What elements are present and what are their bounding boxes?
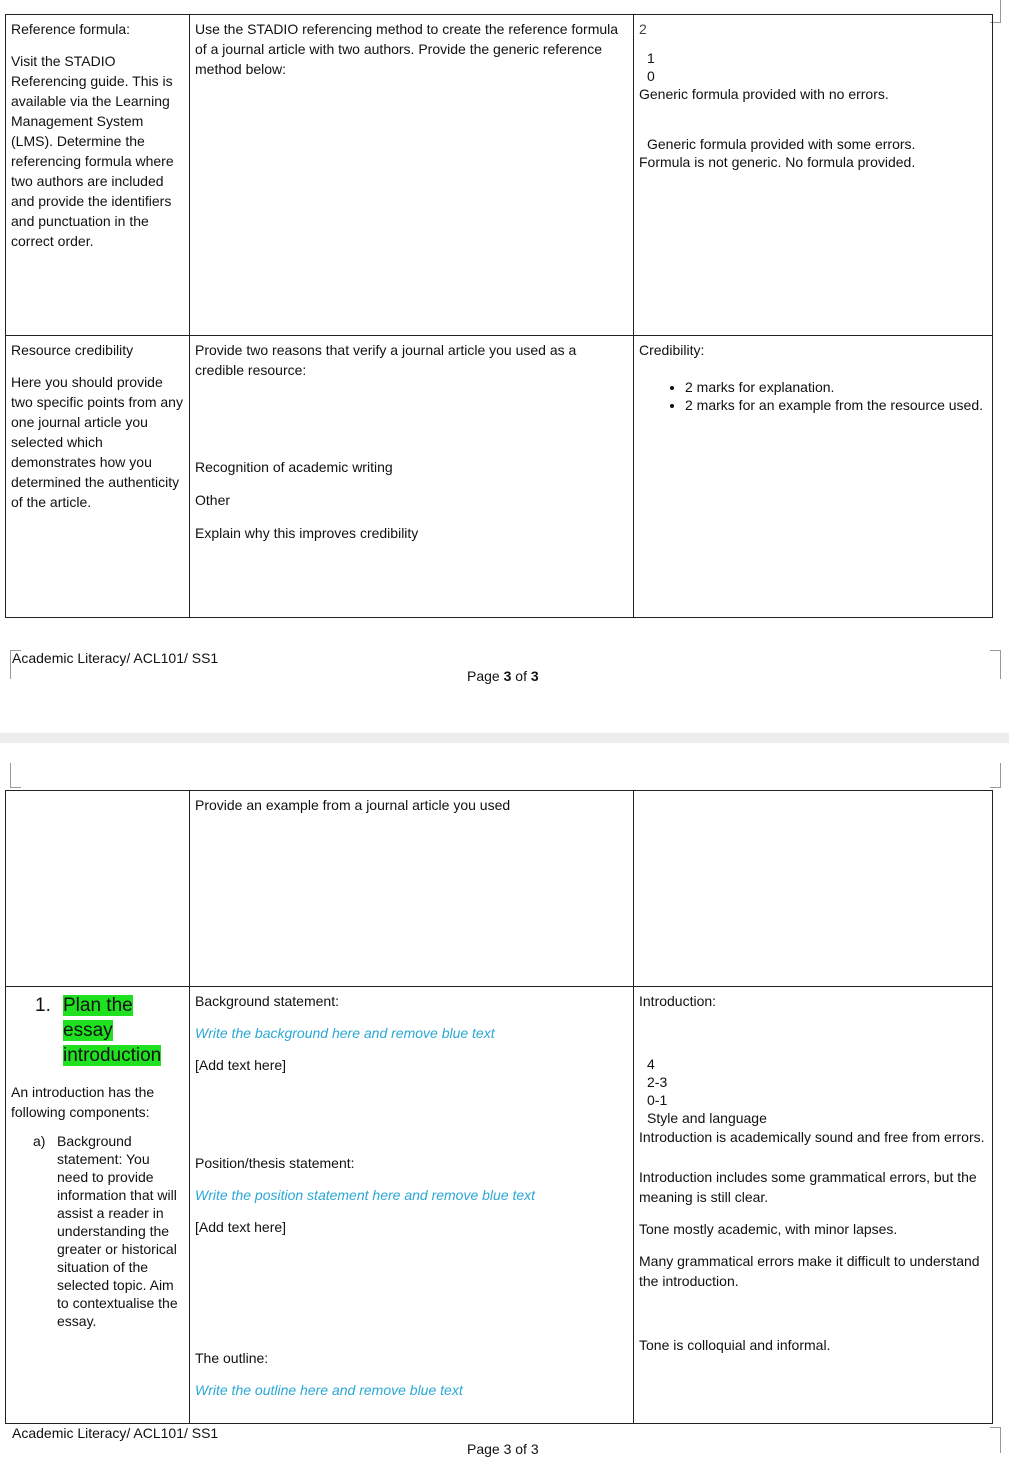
reference-formula-answer-cell[interactable] — [190, 15, 634, 336]
background-instruction[interactable]: Write the background here and remove blue text — [195, 1025, 495, 1041]
background-guidance-text: Background statement: You need to provide information that will assist a reader in understanding the greater or historical situation of the selected topic. Aim to contextualise the essay. — [57, 1133, 178, 1329]
credibility-item-academic-writing: Recognition of academic writing — [195, 459, 393, 475]
criteria-no-errors: Generic formula provided with no errors. — [639, 86, 889, 102]
resource-credibility-heading: Resource credibility — [11, 342, 134, 358]
score-2: 2 — [639, 21, 647, 37]
section-number: 1. — [35, 995, 51, 1016]
credibility-item-other: Other — [195, 492, 231, 508]
crop-mark — [10, 763, 21, 788]
background-placeholder[interactable]: [Add text here] — [195, 1057, 287, 1073]
table-row — [6, 336, 993, 618]
resource-credibility-cell — [6, 336, 190, 618]
journal-example-prompt: Provide an example from a journal article you used — [195, 797, 511, 813]
position-instruction[interactable]: Write the position statement here and remove blue text — [195, 1187, 536, 1203]
outline-heading: The outline: — [195, 1350, 269, 1366]
credibility-criteria-list — [639, 378, 987, 414]
criteria-many-errors: Many grammatical errors make it difficult to understand the introduction. — [639, 1253, 980, 1289]
reference-formula-heading: Reference formula: — [11, 21, 131, 37]
plan-introduction-cell — [6, 987, 190, 1424]
credibility-prompt: Provide two reasons that verify a journal article you used as a credible resource: — [195, 342, 577, 378]
criteria-sound: Introduction is academically sound and free from errors. — [639, 1129, 985, 1145]
rubric-table-page-2 — [5, 790, 993, 1424]
reference-formula-rubric-cell — [634, 15, 993, 336]
criteria-some-errors: Generic formula provided with some errors. — [647, 136, 916, 152]
criteria-tone-mostly-academic: Tone mostly academic, with minor lapses. — [639, 1221, 898, 1237]
score-0-1: 0-1 — [647, 1092, 668, 1108]
criteria-some-errors: Introduction includes some grammatical errors, but the meaning is still clear. — [639, 1169, 977, 1205]
reference-formula-instructions: Visit the STADIO Referencing guide. This is available via the Learning Management System (LMS). Determine the referencing formula where two authors are included and provide the identifiers and punctuation in the correct order. — [11, 53, 174, 249]
page-label: Page — [467, 668, 504, 684]
plan-introduction-heading — [11, 993, 184, 1068]
page-footer: Academic Literacy/ ACL101/ SS1 — [12, 1425, 219, 1441]
journal-example-cell[interactable] — [190, 791, 634, 987]
introduction-rubric-heading: Introduction: — [639, 993, 717, 1009]
table-row — [6, 15, 993, 336]
document-page-2 — [0, 743, 1009, 1457]
page-total: 3 — [530, 668, 539, 684]
page-number — [467, 668, 539, 684]
page-separator — [0, 733, 1009, 743]
introduction-answer-cell[interactable] — [190, 987, 634, 1424]
credibility-heading: Credibility: — [639, 342, 705, 358]
credibility-item-explain: Explain why this improves credibility — [195, 525, 419, 541]
score-2-3: 2-3 — [647, 1074, 668, 1090]
outline-instruction[interactable]: Write the outline here and remove blue text — [195, 1382, 463, 1398]
score-4: 4 — [647, 1056, 655, 1072]
introduction-rubric-cell — [634, 987, 993, 1424]
style-language-heading: Style and language — [647, 1110, 767, 1126]
list-label: a) — [33, 1133, 46, 1149]
page-label-of: of — [511, 668, 531, 684]
section-title: Plan the essay introduction — [63, 995, 162, 1066]
crop-mark — [990, 763, 1001, 788]
position-placeholder[interactable]: [Add text here] — [195, 1219, 287, 1235]
background-statement-guidance — [11, 1132, 184, 1330]
position-heading: Position/thesis statement: — [195, 1155, 355, 1171]
page-footer: Academic Literacy/ ACL101/ SS1 — [12, 650, 219, 666]
introduction-components-text: An introduction has the following components: — [11, 1084, 155, 1120]
score-0: 0 — [647, 68, 655, 84]
table-row — [6, 791, 993, 987]
score-1: 1 — [647, 50, 655, 66]
criteria-colloquial: Tone is colloquial and informal. — [639, 1337, 831, 1353]
table-row — [6, 987, 993, 1424]
resource-credibility-instructions: Here you should provide two specific points from any one journal article you selected which demonstrates how you determined the authenticity of the article. — [11, 374, 183, 510]
page-current: 3 — [503, 668, 512, 684]
empty-cell — [634, 791, 993, 987]
crop-mark — [990, 1427, 1001, 1453]
page-number: Page 3 of 3 — [467, 1441, 539, 1457]
reference-formula-prompt: Use the STADIO referencing method to create the reference formula of a journal article with two authors. Provide the generic reference method below: — [195, 21, 619, 77]
criteria-not-generic: Formula is not generic. No formula provided. — [639, 154, 916, 170]
list-item: • 2 marks for explanation. — [685, 378, 987, 396]
reference-formula-cell — [6, 15, 190, 336]
background-heading: Background statement: — [195, 993, 339, 1009]
empty-cell — [6, 791, 190, 987]
resource-credibility-answer-cell[interactable] — [190, 336, 634, 618]
crop-mark — [990, 650, 1001, 679]
rubric-table-page-1 — [5, 14, 993, 618]
credibility-rubric-cell — [634, 336, 993, 618]
list-item: • 2 marks for an example from the resource used. — [685, 396, 987, 414]
